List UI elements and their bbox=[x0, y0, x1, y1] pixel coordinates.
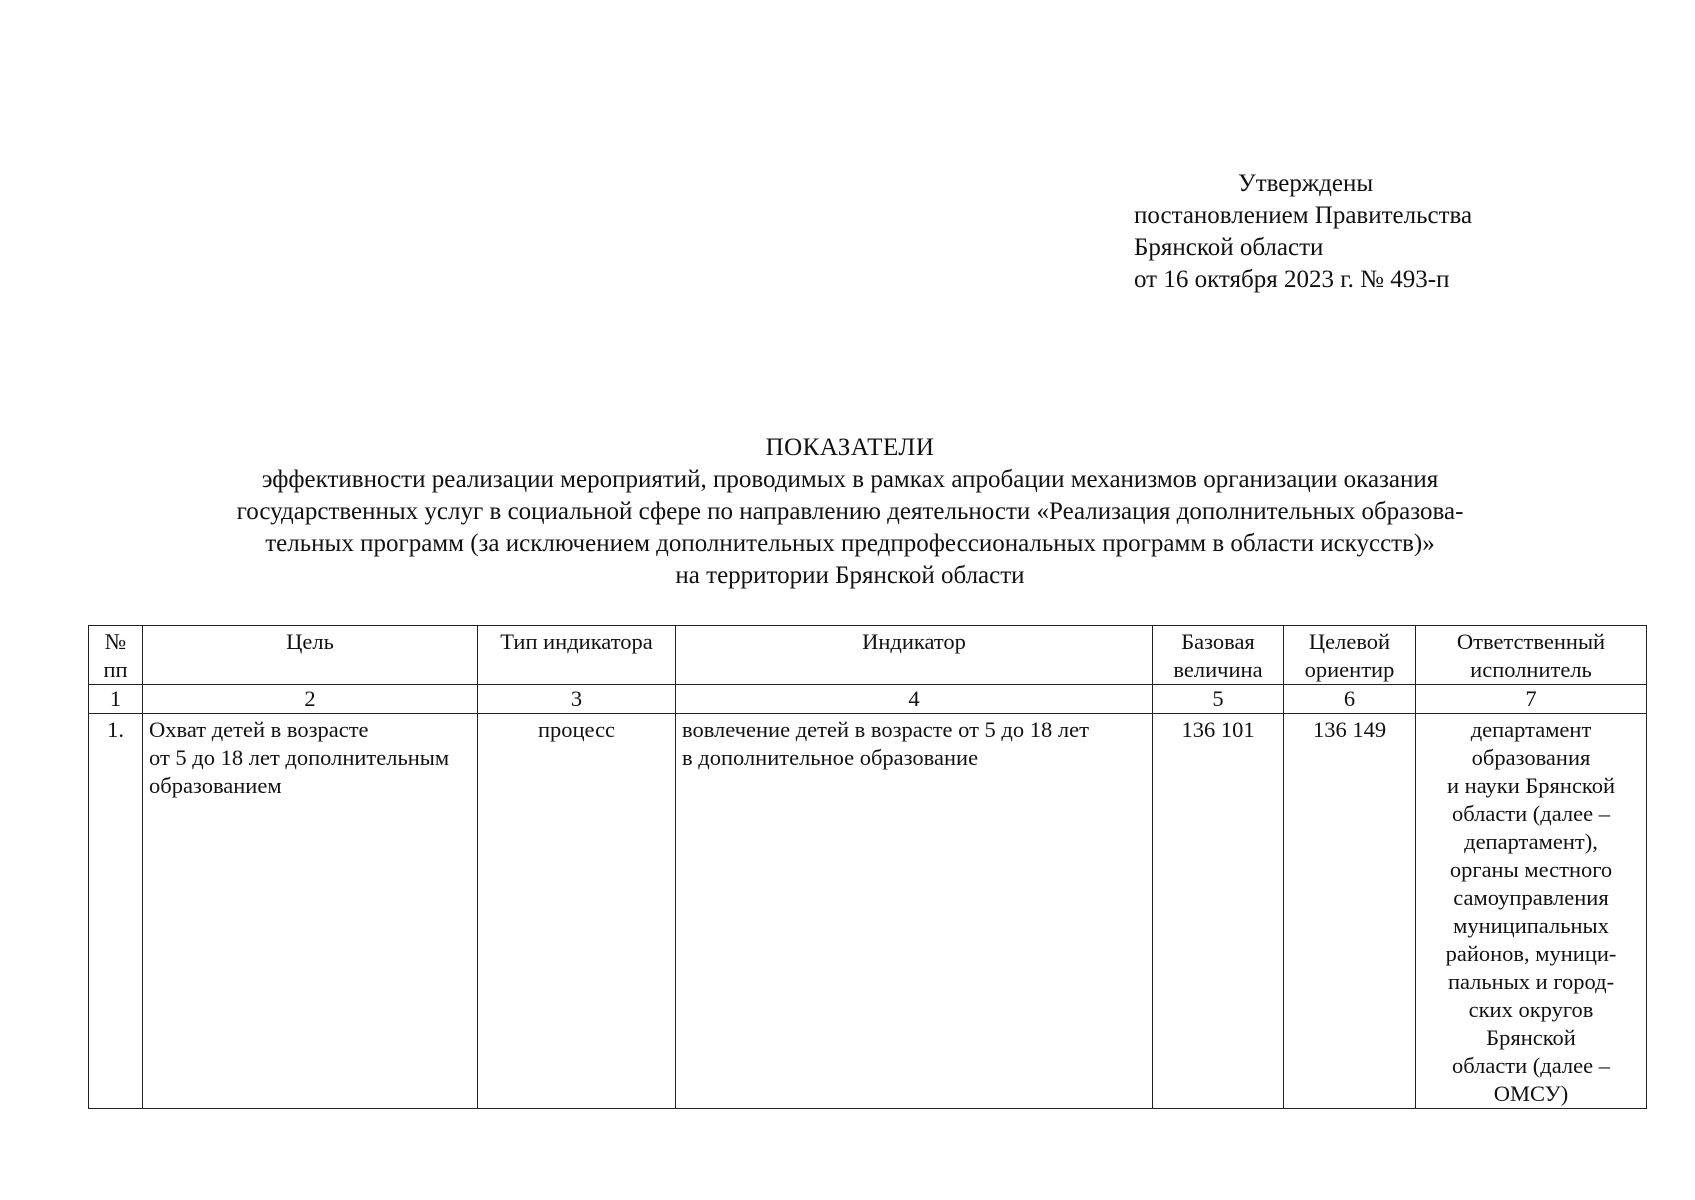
document-title bbox=[110, 432, 1590, 592]
indicator-cell: вовлечение детей в возрасте от 5 до 18 лет в дополнительное образование bbox=[676, 714, 1153, 1109]
title-line-4: на территории Брянской области bbox=[675, 562, 1025, 589]
approval-line-4: от 16 октября 2023 г. № 493-п bbox=[1134, 266, 1450, 293]
column-number: 1 bbox=[89, 685, 143, 714]
base-value-cell: 136 101 bbox=[1153, 714, 1284, 1109]
header-cell-type: Тип индикатора bbox=[478, 626, 676, 685]
goal-cell: Охват детей в возрасте от 5 до 18 лет дополнительным образованием bbox=[143, 714, 478, 1109]
approval-line-2: постановлением Правительства bbox=[1134, 202, 1473, 229]
column-number: 2 bbox=[143, 685, 478, 714]
header-cell-indicator: Индикатор bbox=[676, 626, 1153, 685]
indicator-type-cell: процесс bbox=[478, 714, 676, 1109]
title-line-2: государственных услуг в социальной сфере по направлению деятельности «Реализация дополнительных образова- bbox=[236, 498, 1464, 525]
header-cell-target: Целевой ориентир bbox=[1284, 626, 1416, 685]
executor-cell: департамент образования и науки Брянской области (далее – департамент), органы местного самоуправления муниципальных районов, муници- пальных и город- ских округов Брянской области (далее – ОМСУ) bbox=[1416, 714, 1647, 1109]
header-cell-num: № пп bbox=[89, 626, 143, 685]
title-heading: ПОКАЗАТЕЛИ bbox=[765, 434, 935, 461]
header-cell-base: Базовая величина bbox=[1153, 626, 1284, 685]
target-value-cell: 136 149 bbox=[1284, 714, 1416, 1109]
column-number: 6 bbox=[1284, 685, 1416, 714]
header-cell-goal: Цель bbox=[143, 626, 478, 685]
table-header-row bbox=[89, 626, 1647, 685]
title-line-1: эффективности реализации мероприятий, проводимых в рамках апробации механизмов организации оказания bbox=[261, 466, 1439, 493]
approval-line-1: Утверждены bbox=[1238, 170, 1374, 197]
approval-line-3: Брянской области bbox=[1134, 234, 1324, 261]
header-cell-executor: Ответственный исполнитель bbox=[1416, 626, 1647, 685]
column-number-row bbox=[89, 685, 1647, 714]
column-number: 3 bbox=[478, 685, 676, 714]
column-number: 7 bbox=[1416, 685, 1647, 714]
column-number: 5 bbox=[1153, 685, 1284, 714]
indicators-table bbox=[88, 625, 1647, 1109]
approval-stamp bbox=[1134, 168, 1472, 296]
row-number: 1. bbox=[89, 714, 143, 1109]
title-line-3: тельных программ (за исключением дополнительных предпрофессиональных программ в области искусств)» bbox=[265, 530, 1435, 557]
table-row bbox=[89, 714, 1647, 1109]
column-number: 4 bbox=[676, 685, 1153, 714]
